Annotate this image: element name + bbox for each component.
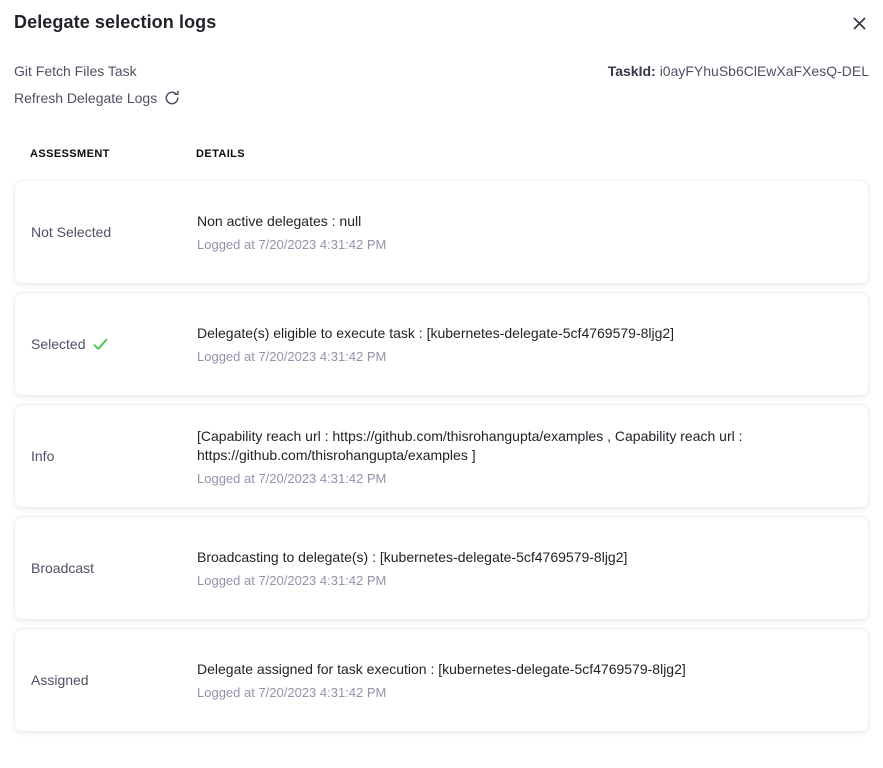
task-id-label: TaskId: [607,63,656,79]
details-text: Delegate(s) eligible to execute task : [kubernetes-delegate-5cf4769579-8ljg2] [197,325,675,341]
assessment-text: Broadcast [31,560,95,576]
details-text: Non active delegates : null [197,213,362,229]
details-text: Broadcasting to delegate(s) : [kubernetes-delegate-5cf4769579-8ljg2] [197,549,628,565]
close-button[interactable] [850,14,869,33]
table-row [14,516,869,620]
assessment-label [31,448,197,464]
task-info-row [14,63,869,79]
task-id [608,63,869,79]
assessment-text: Assigned [31,672,89,688]
assessment-label [31,336,197,352]
task-id-value: i0ayFYhuSb6ClEwXaFXesQ-DEL [659,63,869,79]
refresh-delegate-logs-button[interactable] [14,90,180,106]
logged-at-text: Logged at 7/20/2023 4:31:42 PM [197,470,387,486]
assessment-text: Info [31,448,55,464]
page-title: Delegate selection logs [14,12,217,32]
close-icon [852,19,867,34]
logged-at-text: Logged at 7/20/2023 4:31:42 PM [197,349,387,364]
column-header-assessment: ASSESSMENT [30,148,110,160]
task-name: Git Fetch Files Task [14,63,137,79]
refresh-icon [164,90,180,106]
details-cell [197,660,852,700]
assessment-label [31,560,197,576]
logged-at-text: Logged at 7/20/2023 4:31:42 PM [197,573,387,588]
table-row [14,180,869,284]
table-row [14,404,869,508]
table-row [14,292,869,396]
details-cell [197,212,852,252]
assessment-text: Selected [31,336,86,352]
check-icon [92,337,109,352]
details-cell [197,324,852,364]
assessment-label [31,224,197,240]
refresh-delegate-logs-label: Refresh Delegate Logs [14,90,158,106]
log-rows [14,180,869,732]
details-cell [197,427,852,486]
details-text: Delegate assigned for task execution : [kubernetes-delegate-5cf4769579-8ljg2] [197,661,686,677]
logged-at-text: Logged at 7/20/2023 4:31:42 PM [197,237,387,252]
details-text: [Capability reach url : https://github.com/thisrohangupta/examples , Capability reach url : https://github.com/thisrohangupta/examples ] [197,427,743,463]
table-row [14,628,869,732]
modal-header [14,12,869,33]
column-header-details: DETAILS [196,148,246,160]
details-cell [197,548,852,588]
assessment-label [31,672,197,688]
assessment-text: Not Selected [31,224,112,240]
table-header [14,148,869,160]
logged-at-text: Logged at 7/20/2023 4:31:42 PM [197,685,387,700]
